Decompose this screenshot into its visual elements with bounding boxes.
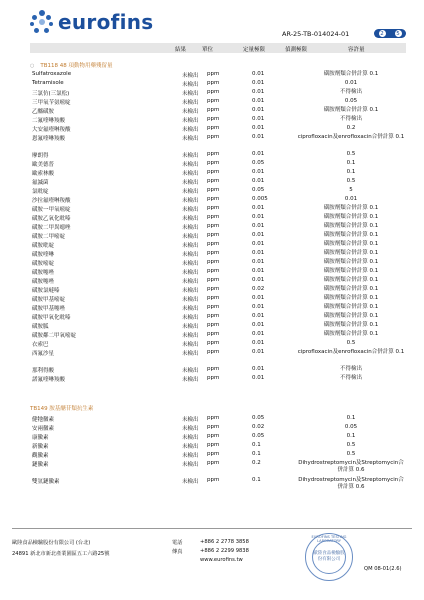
- unit-value: ppm: [207, 196, 220, 202]
- tolerance-limit: 磺胺劑類合併計算 0.1: [323, 322, 379, 328]
- tolerance-limit: 磺胺劑類合併計算 0.1: [323, 295, 379, 301]
- analyte-name: 磺胺乙氧化吡嗪: [32, 216, 71, 222]
- result-value: 未檢出: [182, 324, 199, 330]
- analyte-name: Sulfatroxazole: [32, 71, 72, 77]
- analyte-name: 衣索巴: [32, 342, 49, 348]
- result-value: 未檢出: [182, 417, 199, 423]
- unit-value: ppm: [207, 151, 220, 157]
- unit-value: ppm: [207, 304, 220, 310]
- tolerance-limit: 0.5: [346, 178, 356, 184]
- tolerance-limit: 磺胺劑類合併計算 0.1: [323, 268, 379, 274]
- quant-limit: 0.01: [252, 178, 265, 184]
- analyte-name: 摩朗得: [32, 153, 49, 159]
- unit-value: ppm: [207, 205, 220, 211]
- analyte-name: 乙醯磺胺: [32, 109, 55, 115]
- quant-limit: 0.01: [252, 250, 265, 256]
- table-row: [32, 187, 406, 196]
- tel-number: +886 2 2778 3858: [200, 539, 249, 545]
- quant-limit: 0.01: [252, 116, 265, 122]
- analyte-name: 磺胺噻唑: [32, 270, 55, 276]
- result-value: 未檢出: [182, 171, 199, 177]
- table-row: [32, 460, 406, 473]
- result-value: 未檢出: [182, 216, 199, 222]
- table-row: [32, 259, 406, 268]
- unit-value: ppm: [207, 442, 220, 448]
- col-result: 結果: [175, 46, 187, 53]
- tolerance-limit: 磺胺劑類合併計算 0.1: [323, 277, 379, 283]
- quant-limit: 0.01: [252, 259, 265, 265]
- result-value: 未檢出: [182, 270, 199, 276]
- analyte-name: 氯吡啶: [32, 189, 49, 195]
- analyte-name: 安兩黴素: [32, 426, 55, 432]
- tolerance-limit: 磺胺劑類合併計算 0.1: [323, 331, 379, 337]
- quant-limit: 0.1: [252, 451, 261, 457]
- result-value: 未檢出: [182, 82, 199, 88]
- result-value: 未檢出: [182, 207, 199, 213]
- quant-limit: 0.005: [252, 196, 268, 202]
- unit-value: ppm: [207, 322, 220, 328]
- brand-name: eurofins: [58, 10, 154, 34]
- result-value: 未檢出: [182, 342, 199, 348]
- table-row: [32, 178, 406, 187]
- quant-limit: 0.01: [252, 295, 265, 301]
- unit-value: ppm: [207, 331, 220, 337]
- quant-limit: 0.2: [252, 460, 261, 466]
- form-number: QM 08-01(2.6): [364, 566, 402, 572]
- result-value: 未檢出: [182, 261, 199, 267]
- table-row: [32, 366, 406, 375]
- quant-limit: 0.1: [252, 442, 261, 448]
- table-row: [32, 415, 406, 424]
- result-value: 未檢出: [182, 426, 199, 432]
- quant-limit: 0.01: [252, 268, 265, 274]
- result-value: 未檢出: [182, 243, 199, 249]
- page-current: 2: [380, 30, 384, 37]
- unit-value: ppm: [207, 187, 220, 193]
- analyte-name: 沙拉氟喹啉羧酸: [32, 198, 71, 204]
- quant-limit: 0.01: [252, 349, 265, 355]
- table-row: [32, 160, 406, 169]
- table-row: [32, 349, 406, 358]
- result-value: 未檢出: [182, 73, 199, 79]
- analyte-name: 磺胺喹啉: [32, 252, 55, 258]
- analyte-name: 磺胺甲基噻唑: [32, 306, 66, 312]
- unit-value: ppm: [207, 116, 220, 122]
- analyte-name: 磺胺噻唑: [32, 279, 55, 285]
- tolerance-limit: 0.1: [346, 433, 356, 439]
- result-value: 未檢出: [182, 225, 199, 231]
- col-unit: 單位: [202, 46, 214, 53]
- unit-value: ppm: [207, 80, 220, 86]
- table-row: [32, 304, 406, 313]
- quant-limit: 0.01: [252, 304, 265, 310]
- tolerance-limit: 不得檢出: [339, 89, 362, 95]
- result-value: 未檢出: [182, 127, 199, 133]
- tolerance-limit: 0.5: [346, 340, 356, 346]
- col-ld: 偵測極限: [285, 46, 308, 53]
- table-row: [32, 451, 406, 460]
- tolerance-limit: 磺胺劑類合併計算 0.1: [323, 107, 379, 113]
- quant-limit: 0.01: [252, 322, 265, 328]
- result-value: 未檢出: [182, 100, 199, 106]
- result-value: 未檢出: [182, 351, 199, 357]
- table-row: [32, 286, 406, 295]
- table-row: [32, 125, 406, 134]
- table-row: [32, 322, 406, 331]
- table-row: [32, 277, 406, 286]
- result-value: 未檢出: [182, 453, 199, 459]
- analyte-name: 鏈黴素: [32, 462, 49, 468]
- tolerance-limit: 0.1: [346, 415, 356, 421]
- table-row: [32, 134, 406, 143]
- tolerance-limit: 磺胺劑類合併計算 0.1: [323, 71, 379, 77]
- analyte-name: 磺胺二甲嘧啶: [32, 234, 66, 240]
- unit-value: ppm: [207, 477, 220, 483]
- tolerance-limit: 0.05: [344, 98, 358, 104]
- unit-value: ppm: [207, 89, 220, 95]
- quant-limit: 0.01: [252, 89, 265, 95]
- bullet-icon: ○: [30, 63, 35, 69]
- unit-value: ppm: [207, 366, 220, 372]
- table-row: [32, 151, 406, 160]
- analyte-name: 大安氟喹啉羧酸: [32, 127, 71, 133]
- tolerance-limit: 磺胺劑類合併計算 0.1: [323, 259, 379, 265]
- company-address: 24891 新北市新北產業園區五工六路25號: [12, 551, 110, 557]
- page-total: 5: [396, 30, 400, 37]
- unit-value: ppm: [207, 286, 220, 292]
- tolerance-limit: 不得檢出: [339, 375, 362, 381]
- tolerance-limit: 磺胺劑類合併計算 0.1: [323, 223, 379, 229]
- analyte-name: 磺胺鄰二甲氧嘧啶: [32, 333, 77, 339]
- quant-limit: 0.01: [252, 375, 265, 381]
- quant-limit: 0.01: [252, 223, 265, 229]
- table-row: [32, 331, 406, 340]
- analyte-name: 新黴素: [32, 444, 49, 450]
- table-row: [32, 98, 406, 107]
- unit-value: ppm: [207, 214, 220, 220]
- unit-value: ppm: [207, 375, 220, 381]
- quant-limit: 0.05: [252, 415, 265, 421]
- result-value: 未檢出: [182, 162, 199, 168]
- analyte-name: 磺胺二甲異噁唑: [32, 225, 71, 231]
- table-row: [32, 340, 406, 349]
- tolerance-limit: ciprofloxacin及enrofloxacin合併計算 0.1: [297, 134, 405, 140]
- col-lq: 定量極限: [243, 46, 266, 53]
- tel-label: 電話: [172, 540, 183, 546]
- result-value: 未檢出: [182, 444, 199, 450]
- quant-limit: 0.01: [252, 241, 265, 247]
- table-row: [32, 223, 406, 232]
- table-row: [32, 71, 406, 80]
- tolerance-limit: 磺胺劑類合併計算 0.1: [323, 313, 379, 319]
- unit-value: ppm: [207, 71, 220, 77]
- quant-limit: 0.01: [252, 214, 265, 220]
- unit-value: ppm: [207, 313, 220, 319]
- analyte-name: 磺胺嘧啶: [32, 261, 55, 267]
- table-row: [32, 107, 406, 116]
- quant-limit: 0.01: [252, 331, 265, 337]
- table-row: [32, 375, 406, 384]
- unit-value: ppm: [207, 340, 220, 346]
- quant-limit: 0.05: [252, 433, 265, 439]
- analyte-name: 三甲氧苄氨嘧啶: [32, 100, 71, 106]
- tolerance-limit: 磺胺劑類合併計算 0.1: [323, 214, 379, 220]
- quant-limit: 0.01: [252, 134, 265, 140]
- analyte-name: 磺胺氯噠嗪: [32, 288, 60, 294]
- col-limit: 容許量: [348, 46, 365, 53]
- eurofins-logo: [30, 10, 154, 34]
- result-value: 未檢出: [182, 306, 199, 312]
- result-value: 未檢出: [182, 279, 199, 285]
- seal-ring-text: EUROFINS TESTING LABORATORY: [311, 535, 347, 543]
- unit-value: ppm: [207, 250, 220, 256]
- table-row: [32, 433, 406, 442]
- table-row: [32, 196, 406, 205]
- unit-value: ppm: [207, 169, 220, 175]
- result-value: 未檢出: [182, 234, 199, 240]
- result-value: 未檢出: [182, 180, 199, 186]
- quant-limit: 0.01: [252, 80, 265, 86]
- quant-limit: 0.01: [252, 366, 265, 372]
- quant-limit: 0.05: [252, 160, 265, 166]
- result-value: 未檢出: [182, 109, 199, 115]
- analyte-name: 磺胺甲氧化吡嗪: [32, 315, 71, 321]
- result-value: 未檢出: [182, 479, 199, 485]
- quant-limit: 0.01: [252, 107, 265, 113]
- result-value: 未檢出: [182, 435, 199, 441]
- quant-limit: 0.01: [252, 232, 265, 238]
- analyte-name: 觀黴素: [32, 453, 49, 459]
- analyte-name: 那利得酸: [32, 368, 55, 374]
- tolerance-limit: 磺胺劑類合併計算 0.1: [323, 286, 379, 292]
- unit-value: ppm: [207, 98, 220, 104]
- quant-limit: 0.01: [252, 125, 265, 131]
- unit-value: ppm: [207, 451, 220, 457]
- footer-divider: [12, 528, 412, 529]
- table-row: [32, 241, 406, 250]
- table-row: [32, 477, 406, 490]
- quant-limit: 0.1: [252, 477, 261, 483]
- analyte-name: 雙氫鏈黴素: [32, 479, 60, 485]
- tolerance-limit: 磺胺劑類合併計算 0.1: [323, 205, 379, 211]
- analyte-name: 三氯仿(三氯松): [32, 91, 70, 97]
- unit-value: ppm: [207, 424, 220, 430]
- analyte-name: 磺胺一甲氧嘧啶: [32, 207, 71, 213]
- result-value: 未檢出: [182, 377, 199, 383]
- tolerance-limit: 0.5: [346, 442, 356, 448]
- result-value: 未檢出: [182, 252, 199, 258]
- unit-value: ppm: [207, 160, 220, 166]
- tolerance-limit: 0.05: [344, 424, 358, 430]
- logo-dots-icon: [30, 10, 54, 34]
- tolerance-limit: 0.5: [346, 151, 356, 157]
- tolerance-limit: 0.01: [344, 196, 358, 202]
- tolerance-limit: 0.1: [346, 160, 356, 166]
- unit-value: ppm: [207, 223, 220, 229]
- tolerance-limit: 磺胺劑類合併計算 0.1: [323, 241, 379, 247]
- table-row: [32, 169, 406, 178]
- analyte-name: 康黴素: [32, 435, 49, 441]
- unit-value: ppm: [207, 125, 220, 131]
- analyte-name: 歐索林酸: [32, 171, 55, 177]
- result-value: 未檢出: [182, 297, 199, 303]
- quant-limit: 0.01: [252, 71, 265, 77]
- table-row: [32, 295, 406, 304]
- table-row: [32, 116, 406, 125]
- tolerance-limit: ciprofloxacin及enrofloxacin合併計算 0.1: [297, 349, 405, 355]
- analyte-name: 磺胺吡啶: [32, 243, 55, 249]
- analyte-name: 恩氟喹啉羧酸: [32, 136, 66, 142]
- analyte-name: 氟滅菌: [32, 180, 49, 186]
- fax-label: 傳真: [172, 549, 183, 555]
- official-seal: [305, 533, 353, 581]
- quant-limit: 0.01: [252, 169, 265, 175]
- unit-value: ppm: [207, 241, 220, 247]
- analyte-name: 磺胺甲基嘧啶: [32, 297, 66, 303]
- result-value: 未檢出: [182, 91, 199, 97]
- unit-value: ppm: [207, 232, 220, 238]
- quant-limit: 0.01: [252, 313, 265, 319]
- tolerance-limit: 不得檢出: [339, 116, 362, 122]
- tolerance-limit: 磺胺劑類合併計算 0.1: [323, 250, 379, 256]
- section-title: ○ TB118 48 項動物用藥殘留量: [30, 63, 113, 69]
- tolerance-limit: 0.1: [346, 169, 356, 175]
- unit-value: ppm: [207, 433, 220, 439]
- analyte-name: 二氟喹啉羧酸: [32, 118, 66, 124]
- tolerance-limit: 磺胺劑類合併計算 0.1: [323, 304, 379, 310]
- result-value: 未檢出: [182, 189, 199, 195]
- result-value: 未檢出: [182, 288, 199, 294]
- table-row: [32, 424, 406, 433]
- fax-number: +886 2 2299 9838: [200, 548, 249, 554]
- table-row: [32, 442, 406, 451]
- quant-limit: 0.02: [252, 286, 265, 292]
- table-row: [32, 268, 406, 277]
- unit-value: ppm: [207, 295, 220, 301]
- analyte-name: Tetramisole: [32, 80, 64, 86]
- table-row: [32, 205, 406, 214]
- result-value: 未檢出: [182, 368, 199, 374]
- tolerance-limit: Dihydrostreptomycin及Streptomycin合併計算 0.6: [298, 460, 404, 473]
- company-name: 歐陸食品檢驗股份有限公司 (台北): [12, 540, 91, 546]
- result-value: 未檢出: [182, 153, 199, 159]
- quant-limit: 0.05: [252, 187, 265, 193]
- table-row: [32, 80, 406, 89]
- unit-value: ppm: [207, 415, 220, 421]
- tolerance-limit: 0.2: [346, 125, 356, 131]
- quant-limit: 0.01: [252, 277, 265, 283]
- table-row: [32, 89, 406, 98]
- seal-center-text: 歐陸食品檢驗股份有限公司: [312, 540, 346, 574]
- unit-value: ppm: [207, 460, 220, 466]
- result-value: 未檢出: [182, 333, 199, 339]
- table-row: [32, 232, 406, 241]
- unit-value: ppm: [207, 178, 220, 184]
- unit-value: ppm: [207, 268, 220, 274]
- result-value: 未檢出: [182, 136, 199, 142]
- unit-value: ppm: [207, 134, 220, 140]
- table-row: [32, 250, 406, 259]
- unit-value: ppm: [207, 277, 220, 283]
- website-link[interactable]: www.eurofins.tw: [200, 557, 243, 563]
- analyte-name: 歐美德普: [32, 162, 55, 168]
- page-indicator: [374, 29, 406, 38]
- tolerance-limit: 0.01: [344, 80, 358, 86]
- table-row: [32, 313, 406, 322]
- quant-limit: 0.01: [252, 98, 265, 104]
- result-value: 未檢出: [182, 118, 199, 124]
- analyte-name: 西氟沙星: [32, 351, 55, 357]
- analyte-name: 磺胺胍: [32, 324, 49, 330]
- analyte-name: 健牠黴素: [32, 417, 55, 423]
- table-row: [32, 214, 406, 223]
- quant-limit: 0.01: [252, 151, 265, 157]
- report-number: AR-25-TB-014024-01: [282, 30, 350, 38]
- tolerance-limit: Dihydrostreptomycin及Streptomycin合併計算 0.6: [298, 477, 404, 490]
- result-value: 未檢出: [182, 198, 199, 204]
- quant-limit: 0.02: [252, 424, 265, 430]
- analyte-name: 諾氟喹啉羧酸: [32, 377, 66, 383]
- tolerance-limit: 5: [349, 187, 353, 193]
- unit-value: ppm: [207, 107, 220, 113]
- tolerance-limit: 不得檢出: [339, 366, 362, 372]
- unit-value: ppm: [207, 349, 220, 355]
- tolerance-limit: 磺胺劑類合併計算 0.1: [323, 232, 379, 238]
- result-value: 未檢出: [182, 462, 199, 468]
- quant-limit: 0.01: [252, 205, 265, 211]
- result-value: 未檢出: [182, 315, 199, 321]
- tolerance-limit: 0.5: [346, 451, 356, 457]
- unit-value: ppm: [207, 259, 220, 265]
- quant-limit: 0.01: [252, 340, 265, 346]
- section-title: TB149 胺基醣苷類抗生素: [30, 406, 94, 412]
- table-header: [30, 43, 406, 53]
